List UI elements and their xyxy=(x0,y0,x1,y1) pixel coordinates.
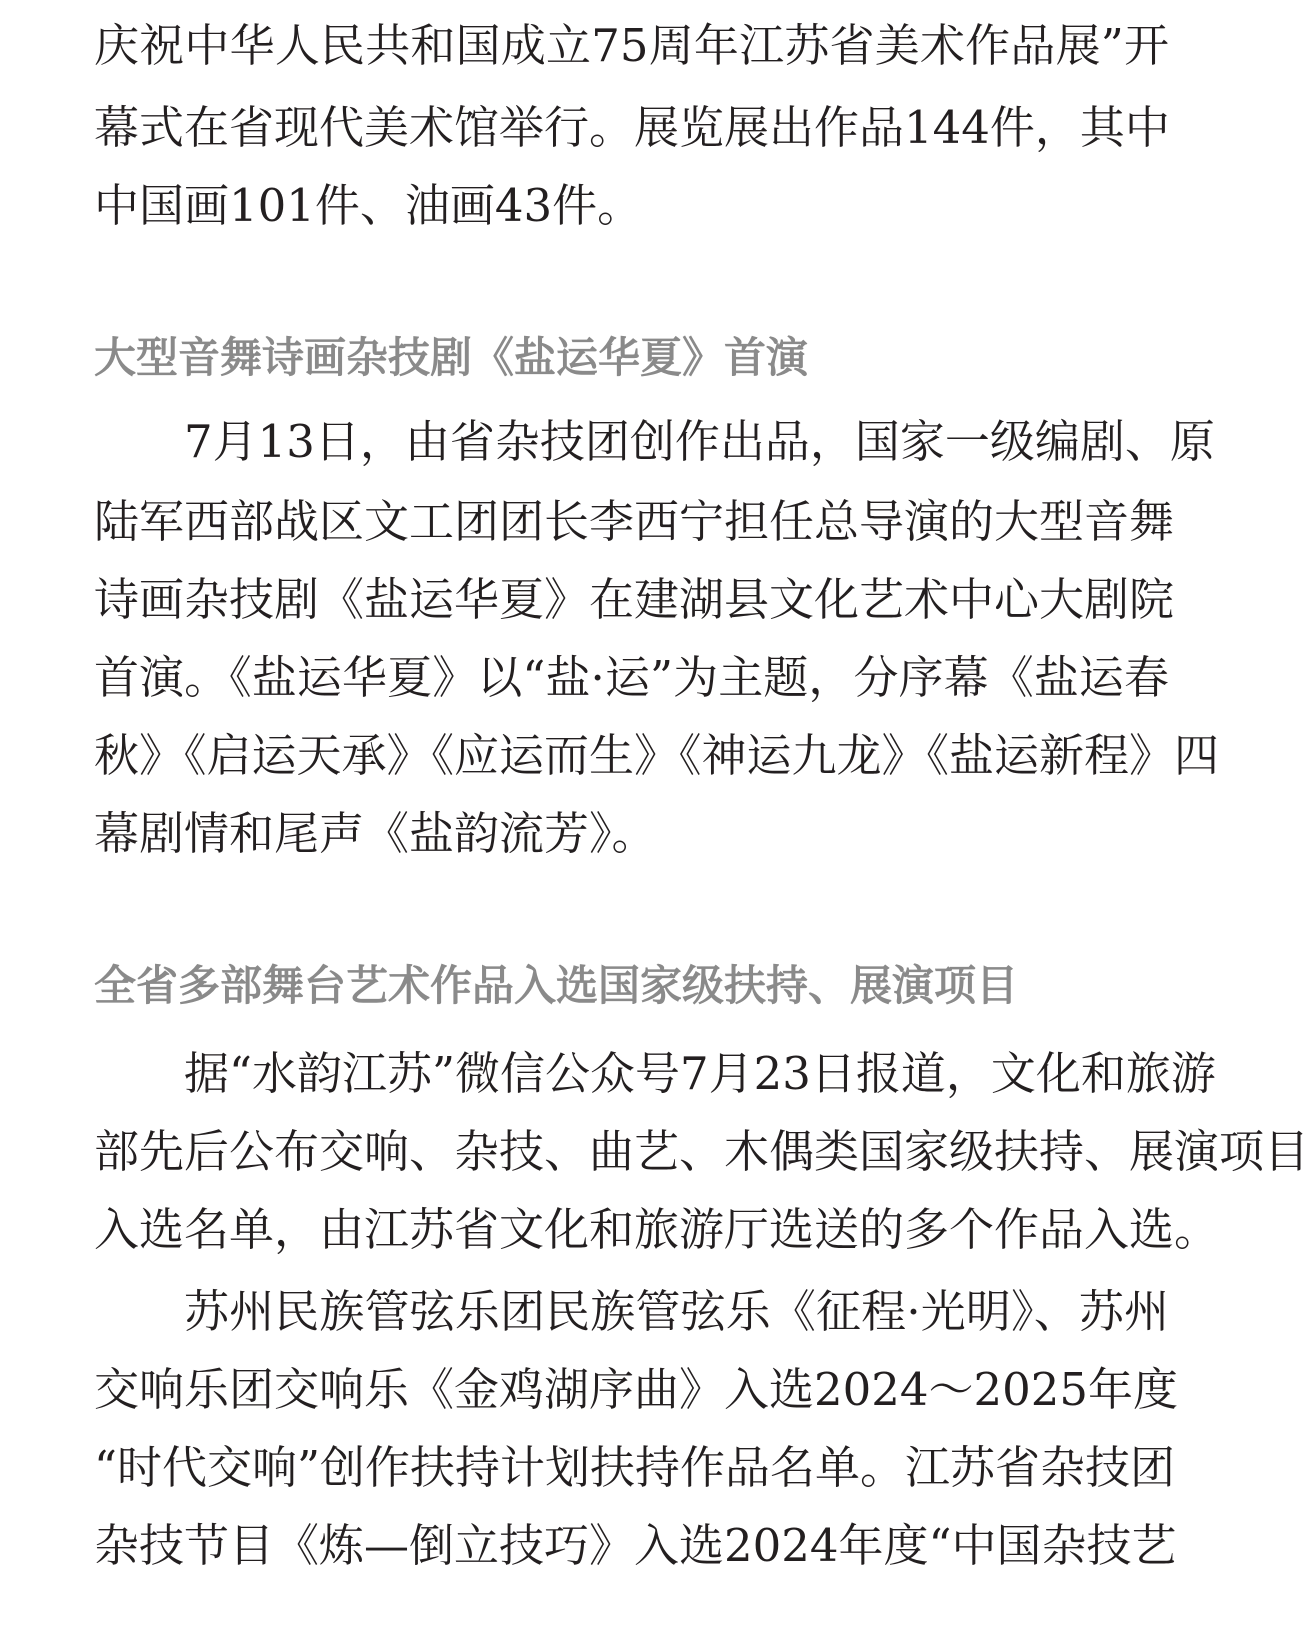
paragraph-line: 据“水韵江苏”微信公众号7月23日报道，文化和旅游 xyxy=(184,1047,1216,1100)
paragraph-line: 幕剧情和尾声《盐韵流芳》。 xyxy=(94,807,657,860)
paragraph-line: 陆军西部战区文工团团长李西宁担任总导演的大型音舞 xyxy=(94,495,1175,548)
paragraph-line: 庆祝中华人民共和国成立75周年江苏省美术作品展”开 xyxy=(94,19,1169,72)
paragraph-line: 苏州民族管弦乐团民族管弦乐《征程·光明》、苏州 xyxy=(184,1285,1169,1338)
section-heading: 大型音舞诗画杂技剧《盐运华夏》首演 xyxy=(94,333,809,382)
section-heading: 全省多部舞台艺术作品入选国家级扶持、展演项目 xyxy=(94,961,1019,1010)
paragraph-line: 首演。《盐运华夏》以“盐·运”为主题，分序幕《盐运春 xyxy=(94,651,1169,704)
paragraph-line: 诗画杂技剧《盐运华夏》在建湖县文化艺术中心大剧院 xyxy=(94,573,1175,626)
paragraph-line: 交响乐团交响乐《金鸡湖序曲》入选2024～2025年度 xyxy=(94,1363,1179,1416)
paragraph-line: 幕式在省现代美术馆举行。展览展出作品144件，其中 xyxy=(94,101,1170,154)
paragraph-line: 7月13日，由省杂技团创作出品，国家一级编剧、原 xyxy=(184,415,1215,468)
paragraph-line: 秋》《启运天承》《应运而生》《神运九龙》《盐运新程》四 xyxy=(94,729,1220,782)
paragraph-line: 入选名单，由江苏省文化和旅游厅选送的多个作品入选。 xyxy=(94,1203,1220,1256)
paragraph-line: “时代交响”创作扶持计划扶持作品名单。江苏省杂技团 xyxy=(94,1441,1176,1494)
paragraph-line: 中国画101件、油画43件。 xyxy=(94,179,643,232)
paragraph-line: 部先后公布交响、杂技、曲艺、木偶类国家级扶持、展演项目 xyxy=(94,1125,1309,1178)
paragraph-line: 杂技节目《炼—倒立技巧》入选2024年度“中国杂技艺 xyxy=(94,1519,1177,1572)
